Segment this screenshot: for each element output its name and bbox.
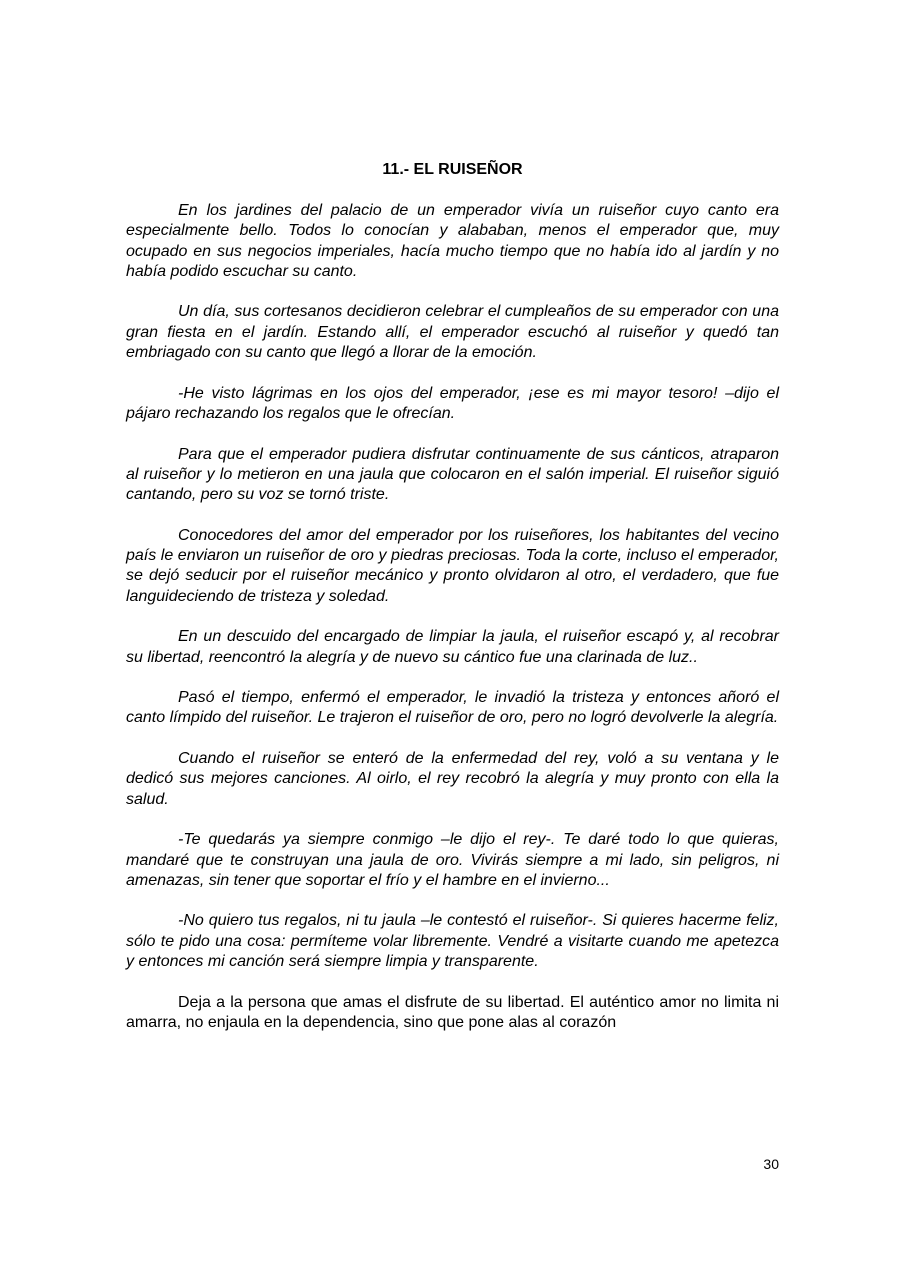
paragraph-5: Conocedores del amor del emperador por los ruiseñores, los habitantes del vecino país le enviaron un ruiseñor de oro y piedras preciosas. Toda la corte, incluso el emperador, se dejó seducir por el ruiseñor mecánico y pronto olvidaron al otro, el verdadero, que fue languideciendo de tristeza y soledad. <box>126 526 779 605</box>
page-number: 30 <box>763 1156 779 1172</box>
paragraph-2: Un día, sus cortesanos decidieron celebrar el cumpleaños de su emperador con una gran fiesta en el jardín. Estando allí, el emperador escuchó al ruiseñor y quedó tan embriagado con su canto que llegó a llorar de la emoción. <box>126 303 779 362</box>
paragraph-1: En los jardines del palacio de un emperador vivía un ruiseñor cuyo canto era especialmente bello. Todos lo conocían y alababan, menos el emperador que, muy ocupado en sus negocios imperiales, hacía mucho tiempo que no había ido al jardín y no había podido escuchar su canto. <box>126 202 779 280</box>
paragraph-3: -He visto lágrimas en los ojos del emperador, ¡ese es mi mayor tesoro! –dijo el pájaro rechazando los regalos que le ofrecían. <box>126 384 779 422</box>
paragraph-8: Cuando el ruiseñor se enteró de la enfermedad del rey, voló a su ventana y le dedicó sus mejores canciones. Al oirlo, el rey recobró la alegría y muy pronto con ella la salud. <box>126 750 779 808</box>
paragraph-6: En un descuido del encargado de limpiar la jaula, el ruiseñor escapó y, al recobrar su libertad, reencontró la alegría y de nuevo su cántico fue una clarinada de luz.. <box>126 628 779 666</box>
paragraph-7: Pasó el tiempo, enfermó el emperador, le invadió la tristeza y entonces añoró el canto límpido del ruiseñor. Le trajeron el ruiseñor de oro, pero no logró devolverle la alegría. <box>126 689 779 727</box>
paragraph-10: -No quiero tus regalos, ni tu jaula –le contestó el ruiseñor-. Si quieres hacerme feliz, sólo te pido una cosa: permíteme volar libremente. Vendré a visitarte cuando me apetezca y entonces mi canción será siempre limpia y transparente. <box>126 912 779 970</box>
paragraph-4: Para que el emperador pudiera disfrutar continuamente de sus cánticos, atraparon al ruiseñor y lo metieron en una jaula que colocaron en el salón imperial. El ruiseñor siguió cantando, pero su voz se tornó triste. <box>126 445 779 504</box>
paragraph-moral: Deja a la persona que amas el disfrute de su libertad. El auténtico amor no limita ni amarra, no enjaula en la dependencia, sino que pone alas al corazón <box>126 993 779 1031</box>
chapter-title: 11.- EL RUISEÑOR <box>382 161 523 178</box>
paragraph-9: -Te quedarás ya siempre conmigo –le dijo el rey-. Te daré todo lo que quieras, mandaré que te construyan una jaula de oro. Vivirás siempre a mi lado, sin peligros, ni amenazas, sin tener que soportar el frío y el hambre en el invierno... <box>126 831 779 889</box>
story-body <box>126 201 779 1053</box>
